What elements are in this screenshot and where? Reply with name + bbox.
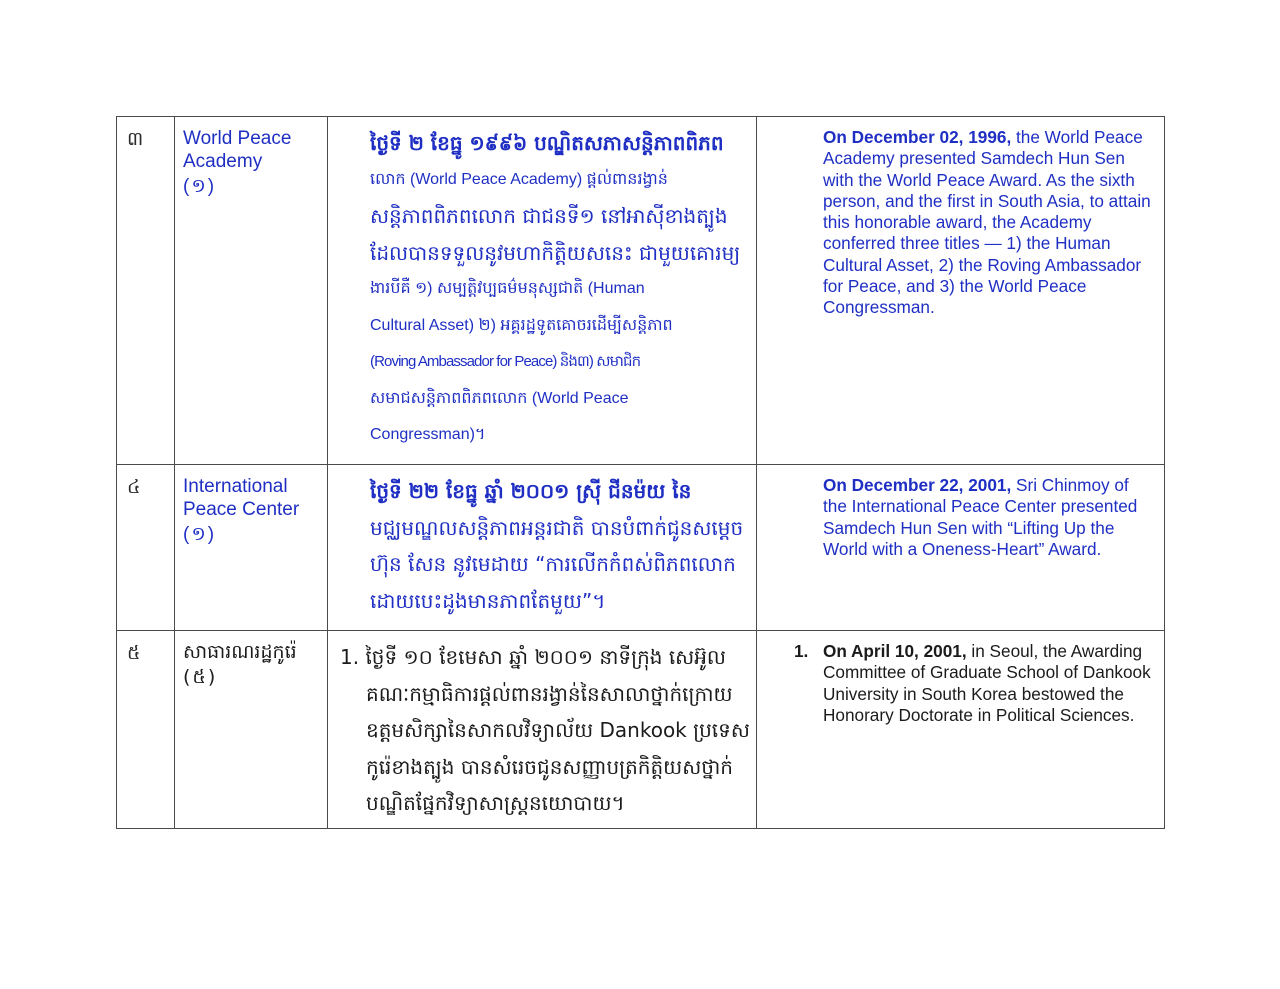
khmer-line: ដោយបេះដូងមានភាពតែមួយ”។ [370,588,606,613]
khmer-line: (Roving Ambassador for Peace) និង៣) សមាជិក [370,353,641,370]
khmer-line: គណៈកម្មាធិការផ្តល់ពានរង្វាន់នៃសាលាថ្នាក់ក្រោយ [366,681,733,706]
khmer-line: សមាជសន្តិភាពពិភពលោក (World Peace [370,389,629,407]
number-cell [117,631,175,829]
organization-name: World Peace Academy [183,128,292,172]
organization-cell [175,631,328,829]
english-text: in Seoul, the Awarding Committee of Graduate School of Dankook University in South Korea bestowed the Honorary Doctorate in Political Sciences. [823,641,1151,725]
khmer-line: លោក (World Peace Academy) ផ្តល់ពានរង្វាន់ [370,170,668,188]
row-number: ៥ [127,642,141,664]
table-row [117,465,1165,631]
english-description-cell [757,465,1165,631]
khmer-line: Congressman)។ [370,426,486,443]
khmer-line: សន្តិភាពពិភពលោក ជាជនទី១ នៅអាស៊ីខាងត្បូង [370,204,728,228]
khmer-description-cell [328,465,757,631]
khmer-line: ហ៊ុន សែន នូវមេដាយ “ការលើកកំពស់ពិភពលោក [370,552,736,576]
khmer-line: ដែលបានទទួលនូវមហាកិត្តិយសនេះ ជាមួយគោរម្យ [370,240,741,265]
organization-cell [175,465,328,631]
english-lead: On December 02, 1996, [823,127,1012,147]
english-lead: On December 22, 2001, [823,475,1012,495]
khmer-line: ថ្ងៃទី ២២ ខែធ្នូ ឆ្នាំ ២០០១ ស្រ៊ី ជីនម៉យ នៃ [370,479,692,503]
organization-name: សាធារណរដ្ឋកូរ៉េ [183,641,297,663]
khmer-line: កូរ៉េខាងត្បូង បានសំរេចជូនសញ្ញាបត្រកិត្តិយសថ្នាក់ [366,754,734,779]
khmer-line: មជ្ឈមណ្ឌលសន្តិភាពអន្តរជាតិ បានបំពាក់ជូនសម្តេច [370,515,744,540]
table-row [117,117,1165,465]
list-marker: 1. [794,641,809,661]
table-row [117,631,1165,829]
award-count: (១) [183,524,217,545]
english-lead: On April 10, 2001, [823,641,967,661]
khmer-line: បណ្ឌិតផ្នែកវិទ្យាសាស្ត្រនយោបាយ។ [366,791,625,815]
english-text: the World Peace Academy presented Samdech Hun Sen with the World Peace Award. As the sixth person, and the first in South Asia, to attain this honorable award, the Academy conferred three titles — 1) the Human Cultural Asset, 2) the Roving Ambassador for Peace, and 3) the World Peace Congressman. [823,127,1151,318]
award-count: (១) [183,176,217,197]
organization-cell [175,117,328,465]
khmer-line: ឧត្តមសិក្សានៃសាកលវិទ្យាល័យ Dankook ប្រទេស [366,718,750,742]
english-description-cell [757,117,1165,465]
row-number: ៤ [127,476,141,498]
khmer-line: ថ្ងៃទី ២ ខែធ្នូ ១៩៩៦ បណ្ឌិតសភាសន្តិភាពពិភព [370,131,724,155]
english-text: Sri Chinmoy of the International Peace Center presented Samdech Hun Sen with “Lifting Up the World with a Oneness-Heart” Award. [823,475,1138,559]
khmer-description-cell [328,631,757,829]
list-marker: 1. [340,645,360,669]
khmer-line: Cultural Asset) ២) អគ្គរដ្ឋទូតគោចរដើម្បីសន្តិភាព [370,316,673,334]
english-description-cell [757,631,1165,829]
khmer-line: ងារបីគឺ ១) សម្បត្តិវប្បធម៌មនុស្សជាតិ (Human [370,280,645,297]
number-cell [117,117,175,465]
khmer-description-cell [328,117,757,465]
award-count: (៥) [183,666,218,688]
number-cell [117,465,175,631]
row-number: ៣ [127,128,144,150]
awards-table [116,116,1165,829]
khmer-line: ថ្ងៃទី ១០ ខែមេសា ឆ្នាំ ២០០១ នាទីក្រុង សេអ៊ូល [365,645,726,669]
organization-name: International Peace Center [183,476,300,520]
